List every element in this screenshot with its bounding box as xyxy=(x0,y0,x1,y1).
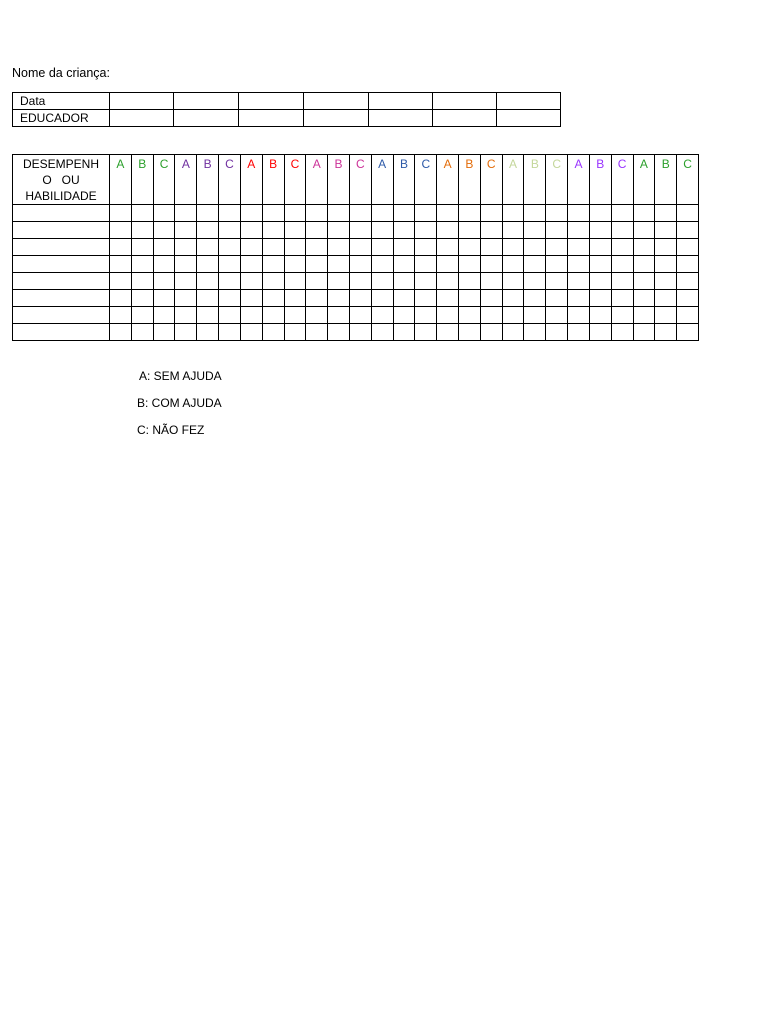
grid-cell[interactable] xyxy=(284,324,306,341)
grid-cell[interactable] xyxy=(415,307,437,324)
grid-cell[interactable] xyxy=(131,324,153,341)
grid-cell[interactable] xyxy=(175,239,197,256)
grid-cell[interactable] xyxy=(197,324,219,341)
info-row xyxy=(13,93,561,110)
grid-cell[interactable] xyxy=(328,239,350,256)
grid-cell[interactable] xyxy=(546,307,568,324)
grid-cell[interactable] xyxy=(589,239,611,256)
grid-cell[interactable] xyxy=(393,290,415,307)
grid-cell[interactable] xyxy=(349,290,371,307)
grid-cell[interactable] xyxy=(197,222,219,239)
grid-cell[interactable] xyxy=(371,205,393,222)
header-line: HABILIDADE xyxy=(25,189,97,203)
grid-row xyxy=(13,324,699,341)
grid-row xyxy=(13,273,699,290)
grid-cell[interactable] xyxy=(262,205,284,222)
grid-cell[interactable] xyxy=(306,205,328,222)
grid-cell[interactable] xyxy=(240,222,262,239)
grid-cell[interactable] xyxy=(219,256,241,273)
grid-cell[interactable] xyxy=(219,324,241,341)
grid-cell[interactable] xyxy=(611,239,633,256)
column-letter-b: B xyxy=(589,155,611,205)
grid-cell[interactable] xyxy=(306,324,328,341)
grid-cell[interactable] xyxy=(175,256,197,273)
grid-cell[interactable] xyxy=(240,256,262,273)
grid-cell[interactable] xyxy=(415,256,437,273)
grid-cell[interactable] xyxy=(110,205,132,222)
grid-cell[interactable] xyxy=(153,205,175,222)
grid-cell[interactable] xyxy=(393,205,415,222)
column-letter-b: B xyxy=(655,155,677,205)
info-cell[interactable] xyxy=(303,110,368,127)
info-cell[interactable] xyxy=(432,93,496,110)
info-row xyxy=(13,110,561,127)
grid-cell[interactable] xyxy=(110,239,132,256)
grid-cell[interactable] xyxy=(393,307,415,324)
grid-cell[interactable] xyxy=(437,290,459,307)
grid-cell[interactable] xyxy=(197,273,219,290)
grid-cell[interactable] xyxy=(589,273,611,290)
grid-cell[interactable] xyxy=(110,222,132,239)
column-letter-c: C xyxy=(415,155,437,205)
grid-cell[interactable] xyxy=(589,307,611,324)
grid-cell[interactable] xyxy=(153,324,175,341)
grid-cell[interactable] xyxy=(546,290,568,307)
grid-cell[interactable] xyxy=(655,290,677,307)
grid-cell[interactable] xyxy=(284,290,306,307)
grid-cell[interactable] xyxy=(131,307,153,324)
column-letter-b: B xyxy=(459,155,481,205)
grid-row xyxy=(13,205,699,222)
grid-cell[interactable] xyxy=(240,239,262,256)
grid-cell[interactable] xyxy=(524,307,546,324)
grid-cell[interactable] xyxy=(677,324,699,341)
grid-cell[interactable] xyxy=(371,307,393,324)
grid-cell[interactable] xyxy=(611,256,633,273)
skill-cell[interactable] xyxy=(13,205,110,222)
grid-cell[interactable] xyxy=(633,290,655,307)
grid-row xyxy=(13,290,699,307)
grid-cell[interactable] xyxy=(546,222,568,239)
info-cell[interactable] xyxy=(496,93,560,110)
grid-cell[interactable] xyxy=(110,290,132,307)
grid-cell[interactable] xyxy=(459,290,481,307)
grid-cell[interactable] xyxy=(459,307,481,324)
grid-cell[interactable] xyxy=(240,307,262,324)
grid-cell[interactable] xyxy=(306,290,328,307)
grid-cell[interactable] xyxy=(568,307,590,324)
column-letter-b: B xyxy=(131,155,153,205)
grid-cell[interactable] xyxy=(219,222,241,239)
grid-cell[interactable] xyxy=(262,324,284,341)
performance-skill-header xyxy=(13,155,110,205)
grid-cell[interactable] xyxy=(655,222,677,239)
grid-cell[interactable] xyxy=(240,205,262,222)
grid-cell[interactable] xyxy=(371,273,393,290)
grid-cell[interactable] xyxy=(611,324,633,341)
grid-cell[interactable] xyxy=(262,239,284,256)
grid-cell[interactable] xyxy=(677,222,699,239)
grid-cell[interactable] xyxy=(415,222,437,239)
grid-cell[interactable] xyxy=(611,307,633,324)
grid-cell[interactable] xyxy=(349,205,371,222)
grid-cell[interactable] xyxy=(589,205,611,222)
grid-cell[interactable] xyxy=(677,307,699,324)
grid-cell[interactable] xyxy=(284,307,306,324)
column-letter-a: A xyxy=(110,155,132,205)
header-line: DESEMPENH xyxy=(22,157,99,171)
header-line: O OU xyxy=(42,173,80,187)
grid-cell[interactable] xyxy=(197,290,219,307)
grid-cell[interactable] xyxy=(262,273,284,290)
skill-cell[interactable] xyxy=(13,307,110,324)
grid-cell[interactable] xyxy=(633,307,655,324)
performance-grid xyxy=(12,154,699,341)
grid-cell[interactable] xyxy=(262,290,284,307)
info-row-label: EDUCADOR xyxy=(13,110,110,127)
grid-cell[interactable] xyxy=(349,256,371,273)
column-letter-a: A xyxy=(240,155,262,205)
grid-cell[interactable] xyxy=(284,205,306,222)
grid-cell[interactable] xyxy=(502,222,524,239)
column-letter-c: C xyxy=(349,155,371,205)
grid-row xyxy=(13,256,699,273)
grid-cell[interactable] xyxy=(480,256,502,273)
grid-cell[interactable] xyxy=(393,239,415,256)
skill-cell[interactable] xyxy=(13,256,110,273)
grid-cell[interactable] xyxy=(480,273,502,290)
info-cell[interactable] xyxy=(239,93,303,110)
grid-cell[interactable] xyxy=(349,307,371,324)
column-letter-a: A xyxy=(175,155,197,205)
grid-cell[interactable] xyxy=(306,307,328,324)
info-cell[interactable] xyxy=(303,93,368,110)
info-cell[interactable] xyxy=(110,110,174,127)
grid-cell[interactable] xyxy=(568,256,590,273)
grid-cell[interactable] xyxy=(633,205,655,222)
grid-cell[interactable] xyxy=(633,222,655,239)
skill-cell[interactable] xyxy=(13,324,110,341)
column-letter-b: B xyxy=(393,155,415,205)
grid-cell[interactable] xyxy=(415,273,437,290)
grid-cell[interactable] xyxy=(568,239,590,256)
grid-cell[interactable] xyxy=(480,307,502,324)
grid-cell[interactable] xyxy=(240,290,262,307)
grid-cell[interactable] xyxy=(219,307,241,324)
grid-cell[interactable] xyxy=(502,324,524,341)
grid-cell[interactable] xyxy=(437,205,459,222)
grid-cell[interactable] xyxy=(110,324,132,341)
grid-cell[interactable] xyxy=(153,307,175,324)
grid-cell[interactable] xyxy=(371,290,393,307)
grid-cell[interactable] xyxy=(262,307,284,324)
grid-cell[interactable] xyxy=(284,273,306,290)
grid-cell[interactable] xyxy=(459,222,481,239)
grid-cell[interactable] xyxy=(524,324,546,341)
grid-cell[interactable] xyxy=(197,239,219,256)
grid-cell[interactable] xyxy=(153,239,175,256)
grid-cell[interactable] xyxy=(153,290,175,307)
grid-cell[interactable] xyxy=(415,239,437,256)
grid-cell[interactable] xyxy=(110,256,132,273)
grid-cell[interactable] xyxy=(589,290,611,307)
grid-cell[interactable] xyxy=(175,205,197,222)
grid-cell[interactable] xyxy=(328,256,350,273)
grid-cell[interactable] xyxy=(655,273,677,290)
grid-cell[interactable] xyxy=(306,256,328,273)
info-cell[interactable] xyxy=(239,110,303,127)
grid-cell[interactable] xyxy=(437,324,459,341)
column-letter-a: A xyxy=(502,155,524,205)
grid-cell[interactable] xyxy=(284,256,306,273)
grid-cell[interactable] xyxy=(175,307,197,324)
info-cell[interactable] xyxy=(368,110,432,127)
grid-cell[interactable] xyxy=(131,256,153,273)
grid-cell[interactable] xyxy=(546,273,568,290)
grid-cell[interactable] xyxy=(655,307,677,324)
skill-cell[interactable] xyxy=(13,290,110,307)
grid-cell[interactable] xyxy=(349,273,371,290)
grid-cell[interactable] xyxy=(328,324,350,341)
grid-cell[interactable] xyxy=(611,222,633,239)
grid-cell[interactable] xyxy=(284,222,306,239)
grid-cell[interactable] xyxy=(568,324,590,341)
grid-cell[interactable] xyxy=(633,324,655,341)
grid-cell[interactable] xyxy=(480,324,502,341)
grid-cell[interactable] xyxy=(415,290,437,307)
grid-cell[interactable] xyxy=(219,239,241,256)
grid-cell[interactable] xyxy=(589,222,611,239)
grid-cell[interactable] xyxy=(328,222,350,239)
grid-cell[interactable] xyxy=(153,222,175,239)
grid-cell[interactable] xyxy=(437,239,459,256)
child-name-label: Nome da criança: xyxy=(12,66,110,80)
grid-cell[interactable] xyxy=(328,290,350,307)
grid-cell[interactable] xyxy=(306,222,328,239)
grid-cell[interactable] xyxy=(371,222,393,239)
grid-cell[interactable] xyxy=(611,205,633,222)
grid-cell[interactable] xyxy=(633,239,655,256)
column-letter-b: B xyxy=(328,155,350,205)
grid-row xyxy=(13,239,699,256)
grid-cell[interactable] xyxy=(393,324,415,341)
grid-cell[interactable] xyxy=(568,273,590,290)
grid-cell[interactable] xyxy=(175,222,197,239)
grid-cell[interactable] xyxy=(546,324,568,341)
column-letter-c: C xyxy=(284,155,306,205)
info-cell[interactable] xyxy=(110,93,174,110)
skill-cell[interactable] xyxy=(13,222,110,239)
grid-cell[interactable] xyxy=(480,239,502,256)
grid-cell[interactable] xyxy=(546,256,568,273)
grid-cell[interactable] xyxy=(371,239,393,256)
grid-cell[interactable] xyxy=(568,205,590,222)
grid-cell[interactable] xyxy=(175,273,197,290)
date-educator-table xyxy=(12,92,561,127)
grid-cell[interactable] xyxy=(262,222,284,239)
skill-cell[interactable] xyxy=(13,239,110,256)
grid-cell[interactable] xyxy=(677,256,699,273)
grid-cell[interactable] xyxy=(546,239,568,256)
grid-cell[interactable] xyxy=(655,239,677,256)
grid-cell[interactable] xyxy=(677,239,699,256)
grid-cell[interactable] xyxy=(197,205,219,222)
grid-cell[interactable] xyxy=(655,256,677,273)
grid-cell[interactable] xyxy=(502,205,524,222)
grid-cell[interactable] xyxy=(197,256,219,273)
grid-cell[interactable] xyxy=(677,290,699,307)
grid-cell[interactable] xyxy=(415,324,437,341)
legend-a: A: SEM AJUDA xyxy=(139,369,222,383)
grid-cell[interactable] xyxy=(110,273,132,290)
skill-cell[interactable] xyxy=(13,273,110,290)
grid-cell[interactable] xyxy=(524,205,546,222)
grid-cell[interactable] xyxy=(437,256,459,273)
grid-cell[interactable] xyxy=(371,256,393,273)
grid-cell[interactable] xyxy=(349,239,371,256)
grid-cell[interactable] xyxy=(175,324,197,341)
grid-cell[interactable] xyxy=(219,273,241,290)
grid-cell[interactable] xyxy=(131,205,153,222)
grid-cell[interactable] xyxy=(633,256,655,273)
grid-cell[interactable] xyxy=(110,307,132,324)
grid-cell[interactable] xyxy=(502,256,524,273)
column-letter-a: A xyxy=(568,155,590,205)
grid-cell[interactable] xyxy=(546,205,568,222)
info-cell[interactable] xyxy=(496,110,560,127)
grid-cell[interactable] xyxy=(480,290,502,307)
grid-cell[interactable] xyxy=(131,239,153,256)
grid-cell[interactable] xyxy=(393,222,415,239)
info-cell[interactable] xyxy=(432,110,496,127)
grid-cell[interactable] xyxy=(131,273,153,290)
grid-cell[interactable] xyxy=(502,307,524,324)
grid-cell[interactable] xyxy=(175,290,197,307)
column-letter-c: C xyxy=(546,155,568,205)
column-letter-c: C xyxy=(153,155,175,205)
grid-cell[interactable] xyxy=(240,324,262,341)
column-letter-c: C xyxy=(677,155,699,205)
grid-cell[interactable] xyxy=(524,256,546,273)
column-letter-a: A xyxy=(306,155,328,205)
grid-cell[interactable] xyxy=(459,205,481,222)
grid-cell[interactable] xyxy=(524,273,546,290)
column-letter-b: B xyxy=(197,155,219,205)
grid-cell[interactable] xyxy=(459,239,481,256)
grid-row xyxy=(13,307,699,324)
grid-cell[interactable] xyxy=(611,273,633,290)
column-letter-c: C xyxy=(219,155,241,205)
grid-row xyxy=(13,222,699,239)
grid-cell[interactable] xyxy=(153,273,175,290)
grid-cell[interactable] xyxy=(655,205,677,222)
grid-cell[interactable] xyxy=(437,273,459,290)
grid-cell[interactable] xyxy=(459,256,481,273)
grid-cell[interactable] xyxy=(480,222,502,239)
grid-cell[interactable] xyxy=(197,307,219,324)
grid-cell[interactable] xyxy=(611,290,633,307)
grid-cell[interactable] xyxy=(131,222,153,239)
info-cell[interactable] xyxy=(368,93,432,110)
grid-cell[interactable] xyxy=(371,324,393,341)
grid-cell[interactable] xyxy=(328,205,350,222)
grid-cell[interactable] xyxy=(459,324,481,341)
column-letter-b: B xyxy=(524,155,546,205)
grid-cell[interactable] xyxy=(502,290,524,307)
column-letter-b: B xyxy=(262,155,284,205)
grid-cell[interactable] xyxy=(393,273,415,290)
column-letter-c: C xyxy=(611,155,633,205)
column-letter-a: A xyxy=(371,155,393,205)
grid-cell[interactable] xyxy=(328,273,350,290)
grid-cell[interactable] xyxy=(306,273,328,290)
grid-cell[interactable] xyxy=(349,222,371,239)
grid-cell[interactable] xyxy=(393,256,415,273)
grid-cell[interactable] xyxy=(568,222,590,239)
grid-cell[interactable] xyxy=(524,222,546,239)
legend-b: B: COM AJUDA xyxy=(137,396,222,410)
grid-cell[interactable] xyxy=(677,273,699,290)
grid-cell[interactable] xyxy=(502,273,524,290)
legend-c: C: NÃO FEZ xyxy=(137,423,205,437)
grid-cell[interactable] xyxy=(677,205,699,222)
info-row-label: Data xyxy=(13,93,110,110)
grid-cell[interactable] xyxy=(459,273,481,290)
grid-cell[interactable] xyxy=(568,290,590,307)
column-letter-a: A xyxy=(633,155,655,205)
grid-cell[interactable] xyxy=(415,205,437,222)
grid-cell[interactable] xyxy=(502,239,524,256)
grid-cell[interactable] xyxy=(437,222,459,239)
grid-cell[interactable] xyxy=(655,324,677,341)
grid-cell[interactable] xyxy=(262,256,284,273)
grid-cell[interactable] xyxy=(524,290,546,307)
grid-cell[interactable] xyxy=(306,239,328,256)
grid-cell[interactable] xyxy=(589,256,611,273)
column-letter-a: A xyxy=(437,155,459,205)
info-cell[interactable] xyxy=(174,93,239,110)
grid-cell[interactable] xyxy=(219,205,241,222)
grid-cell[interactable] xyxy=(240,273,262,290)
grid-cell[interactable] xyxy=(633,273,655,290)
grid-cell[interactable] xyxy=(219,290,241,307)
grid-cell[interactable] xyxy=(131,290,153,307)
info-cell[interactable] xyxy=(174,110,239,127)
grid-cell[interactable] xyxy=(284,239,306,256)
grid-cell[interactable] xyxy=(480,205,502,222)
grid-header-row xyxy=(13,155,699,205)
column-letter-c: C xyxy=(480,155,502,205)
grid-cell[interactable] xyxy=(349,324,371,341)
grid-cell[interactable] xyxy=(437,307,459,324)
grid-cell[interactable] xyxy=(524,239,546,256)
grid-cell[interactable] xyxy=(589,324,611,341)
grid-cell[interactable] xyxy=(153,256,175,273)
grid-cell[interactable] xyxy=(328,307,350,324)
